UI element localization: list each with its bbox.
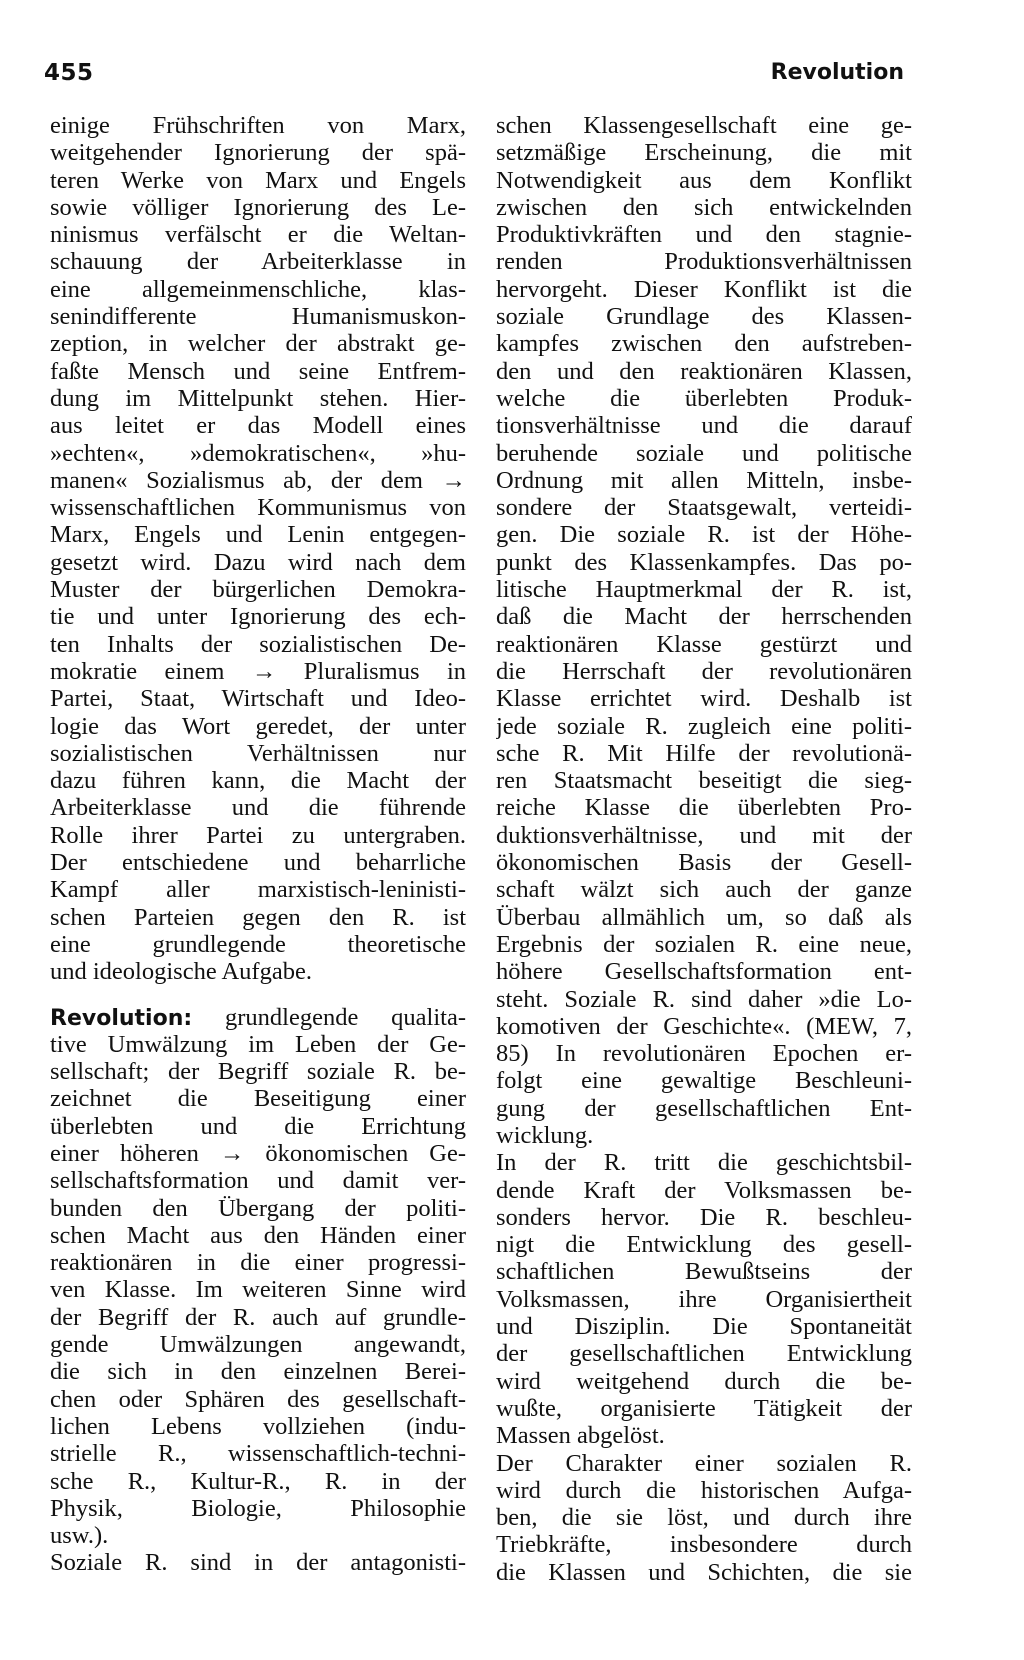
text-line: renden Produktionsverhältnissen xyxy=(496,248,912,276)
text-line: wußte, organisierte Tätigkeit der xyxy=(496,1394,912,1422)
text-line: chen oder Sphären des gesellschaft- xyxy=(50,1385,466,1413)
paragraph-gap xyxy=(50,986,466,1004)
text-line: sellschaftsformation und damit ver- xyxy=(50,1167,466,1195)
text-line: tie und unter Ignorierung des ech- xyxy=(50,603,466,631)
text-line: schen Klassengesellschaft eine ge- xyxy=(496,112,912,139)
text-line: sowie völliger Ignorierung des Le- xyxy=(50,193,466,221)
text-line: und ideologische Aufgabe. xyxy=(50,958,312,986)
text-line: dende Kraft der Volksmassen be- xyxy=(496,1176,912,1204)
text-line: ten Inhalts der sozialistischen De- xyxy=(50,630,466,658)
text-line: In der R. tritt die geschichtsbil- xyxy=(496,1149,912,1177)
text-line: Produktivkräften und den stagnie- xyxy=(496,221,912,249)
text-line: Volksmassen, ihre Organisiertheit xyxy=(496,1285,912,1313)
text-line: Rolle ihrer Partei zu untergraben. xyxy=(50,821,466,849)
right-column xyxy=(496,112,912,1586)
text-line: Der entschiedene und beharrliche xyxy=(50,849,466,877)
text-line: reiche Klasse die überlebten Pro- xyxy=(496,794,912,822)
left-column xyxy=(50,112,466,1577)
text-line: Partei, Staat, Wirtschaft und Ideo- xyxy=(50,685,466,713)
text-line: zeichnet die Beseitigung einer xyxy=(50,1085,466,1113)
text-line: jede soziale R. zugleich eine politi- xyxy=(496,712,912,740)
text-line: daß die Macht der herrschenden xyxy=(496,603,912,631)
text-line: ökonomischen Basis der Gesell- xyxy=(496,849,912,877)
text-line: sche R. Mit Hilfe der revolutionä- xyxy=(496,739,912,767)
text-line: die Herrschaft der revolutionären xyxy=(496,657,912,685)
text-line: schen Macht aus den Händen einer xyxy=(50,1221,466,1249)
text-line: reaktionären Klasse gestürzt und xyxy=(496,630,912,658)
text-line: »echten«, »demokratischen«, »hu- xyxy=(50,439,466,467)
text-line: teren Werke von Marx und Engels xyxy=(50,166,466,194)
text-line: logie das Wort geredet, der unter xyxy=(50,712,466,740)
text-line: Massen abgelöst. xyxy=(496,1422,665,1450)
text-line: überlebten und die Errichtung xyxy=(50,1112,466,1140)
text-line: ven Klasse. Im weiteren Sinne wird xyxy=(50,1276,466,1304)
text-line: reaktionären in die einer progressi- xyxy=(50,1249,466,1277)
text-line: Ordnung mit allen Mitteln, insbe- xyxy=(496,466,912,494)
text-line: dung im Mittelpunkt stehen. Hier- xyxy=(50,384,466,412)
text-line: usw.). xyxy=(50,1522,109,1550)
text-line: zeption, in welcher der abstrakt ge- xyxy=(50,330,466,358)
text-line: tionsverhältnisse und die darauf xyxy=(496,412,912,440)
text-line: der Begriff der R. auch auf grundle- xyxy=(50,1303,466,1331)
text-line: beruhende soziale und politische xyxy=(496,439,912,467)
text-line: faßte Mensch und seine Entfrem- xyxy=(50,357,466,385)
text-line: sellschaft; der Begriff soziale R. be- xyxy=(50,1058,466,1086)
page-header xyxy=(44,60,904,96)
text-line: welche die überlebten Produk- xyxy=(496,384,912,412)
text-line: Muster der bürgerlichen Demokra- xyxy=(50,576,466,604)
entry-keyword: Revolution: xyxy=(50,1005,193,1031)
text-line: die sich in den einzelnen Berei- xyxy=(50,1358,466,1386)
text-line: und Disziplin. Die Spontaneität xyxy=(496,1313,912,1341)
text-line: sonders hervor. Die R. beschleu- xyxy=(496,1203,912,1231)
text-line: weitgehender Ignorierung der spä- xyxy=(50,139,466,167)
text-line: wird durch die historischen Aufga- xyxy=(496,1476,912,1504)
text-line: gen. Die soziale R. ist der Höhe- xyxy=(496,521,912,549)
text-line: Arbeiterklasse und die führende xyxy=(50,794,466,822)
text-line: einer höheren → ökonomischen Ge- xyxy=(50,1139,466,1167)
text-line: schaftlichen Bewußtseins der xyxy=(496,1258,912,1286)
text-line: sche R., Kultur-R., R. in der xyxy=(50,1467,466,1495)
text-line: Notwendigkeit aus dem Konflikt xyxy=(496,166,912,194)
text-line: soziale Grundlage des Klassen- xyxy=(496,303,912,331)
text-line: eine grundlegende theoretische xyxy=(50,930,466,958)
text-line: wicklung. xyxy=(496,1121,594,1149)
text-line: steht. Soziale R. sind daher »die Lo- xyxy=(496,985,912,1013)
text-line: aus leitet er das Modell eines xyxy=(50,412,466,440)
text-line: duktionsverhältnisse, und mit der xyxy=(496,821,912,849)
text-line: hervorgeht. Dieser Konflikt ist die xyxy=(496,275,912,303)
paragraph xyxy=(496,112,912,1149)
text-line: Triebkräfte, insbesondere durch xyxy=(496,1531,912,1559)
page-number: 455 xyxy=(44,60,94,86)
text-line: schaft wälzt sich auch der ganze xyxy=(496,876,912,904)
paragraph xyxy=(50,1549,466,1576)
text-line: Soziale R. sind in der antagonisti- xyxy=(50,1549,466,1577)
text-line: komotiven der Geschichte«. (MEW, 7, xyxy=(496,1012,912,1040)
text-line: dazu führen kann, die Macht der xyxy=(50,767,466,795)
entry-first-line-text: grundlegende qualita- xyxy=(192,1003,466,1031)
text-line: setzmäßige Erscheinung, die mit xyxy=(496,139,912,167)
text-line: ninismus verfälscht er die Weltan- xyxy=(50,221,466,249)
text-line: eine allgemeinmenschliche, klas- xyxy=(50,275,466,303)
paragraph xyxy=(50,112,466,986)
text-line: litische Hauptmerkmal der R. ist, xyxy=(496,576,912,604)
text-line: der gesellschaftlichen Entwicklung xyxy=(496,1340,912,1368)
text-line: Physik, Biologie, Philosophie xyxy=(50,1494,466,1522)
text-line: folgt eine gewaltige Beschleuni- xyxy=(496,1067,912,1095)
text-line: schen Parteien gegen den R. ist xyxy=(50,903,466,931)
text-line: tive Umwälzung im Leben der Ge- xyxy=(50,1030,466,1058)
text-line: den und den reaktionären Klassen, xyxy=(496,357,912,385)
text-line: Der Charakter einer sozialen R. xyxy=(496,1449,912,1477)
text-line: ben, die sie löst, und durch ihre xyxy=(496,1504,912,1532)
text-line: Überbau allmählich um, so daß als xyxy=(496,903,912,931)
text-line: nigt die Entwicklung des gesell- xyxy=(496,1231,912,1259)
text-line: mokratie einem → Pluralismus in xyxy=(50,657,466,685)
text-line: bunden den Übergang der politi- xyxy=(50,1194,466,1222)
paragraph xyxy=(496,1450,912,1586)
text-line: Ergebnis der sozialen R. eine neue, xyxy=(496,930,912,958)
text-line: Klasse errichtet wird. Deshalb ist xyxy=(496,685,912,713)
entry-first-line xyxy=(50,1004,466,1031)
text-line: sozialistischen Verhältnissen nur xyxy=(50,739,466,767)
running-head: Revolution xyxy=(770,60,904,85)
text-line: 85) In revolutionären Epochen er- xyxy=(496,1040,912,1068)
text-line: gung der gesellschaftlichen Ent- xyxy=(496,1094,912,1122)
text-line: höhere Gesellschaftsformation ent- xyxy=(496,958,912,986)
text-line: Kampf aller marxistisch-leninisti- xyxy=(50,876,466,904)
text-line: wissenschaftlichen Kommunismus von xyxy=(50,494,466,522)
text-line: kampfes zwischen den aufstreben- xyxy=(496,330,912,358)
text-line: punkt des Klassenkampfes. Das po- xyxy=(496,548,912,576)
text-line: wird weitgehend durch die be- xyxy=(496,1367,912,1395)
paragraph xyxy=(496,1149,912,1449)
text-line: Marx, Engels und Lenin entgegen- xyxy=(50,521,466,549)
text-line: strielle R., wissenschaftlich-techni- xyxy=(50,1440,466,1468)
text-line: ren Staatsmacht beseitigt die sieg- xyxy=(496,767,912,795)
text-line: gesetzt wird. Dazu wird nach dem xyxy=(50,548,466,576)
text-line: schauung der Arbeiterklasse in xyxy=(50,248,466,276)
text-line: senindifferente Humanismuskon- xyxy=(50,303,466,331)
text-line: sondere der Staatsgewalt, verteidi- xyxy=(496,494,912,522)
paragraph xyxy=(50,1031,466,1550)
text-line: zwischen den sich entwickelnden xyxy=(496,193,912,221)
text-line: manen« Sozialismus ab, der dem → xyxy=(50,466,466,494)
text-line: die Klassen und Schichten, die sie xyxy=(496,1558,912,1586)
text-line: gende Umwälzungen angewandt, xyxy=(50,1331,466,1359)
text-line: einige Frühschriften von Marx, xyxy=(50,112,466,139)
text-line: lichen Lebens vollziehen (indu- xyxy=(50,1412,466,1440)
